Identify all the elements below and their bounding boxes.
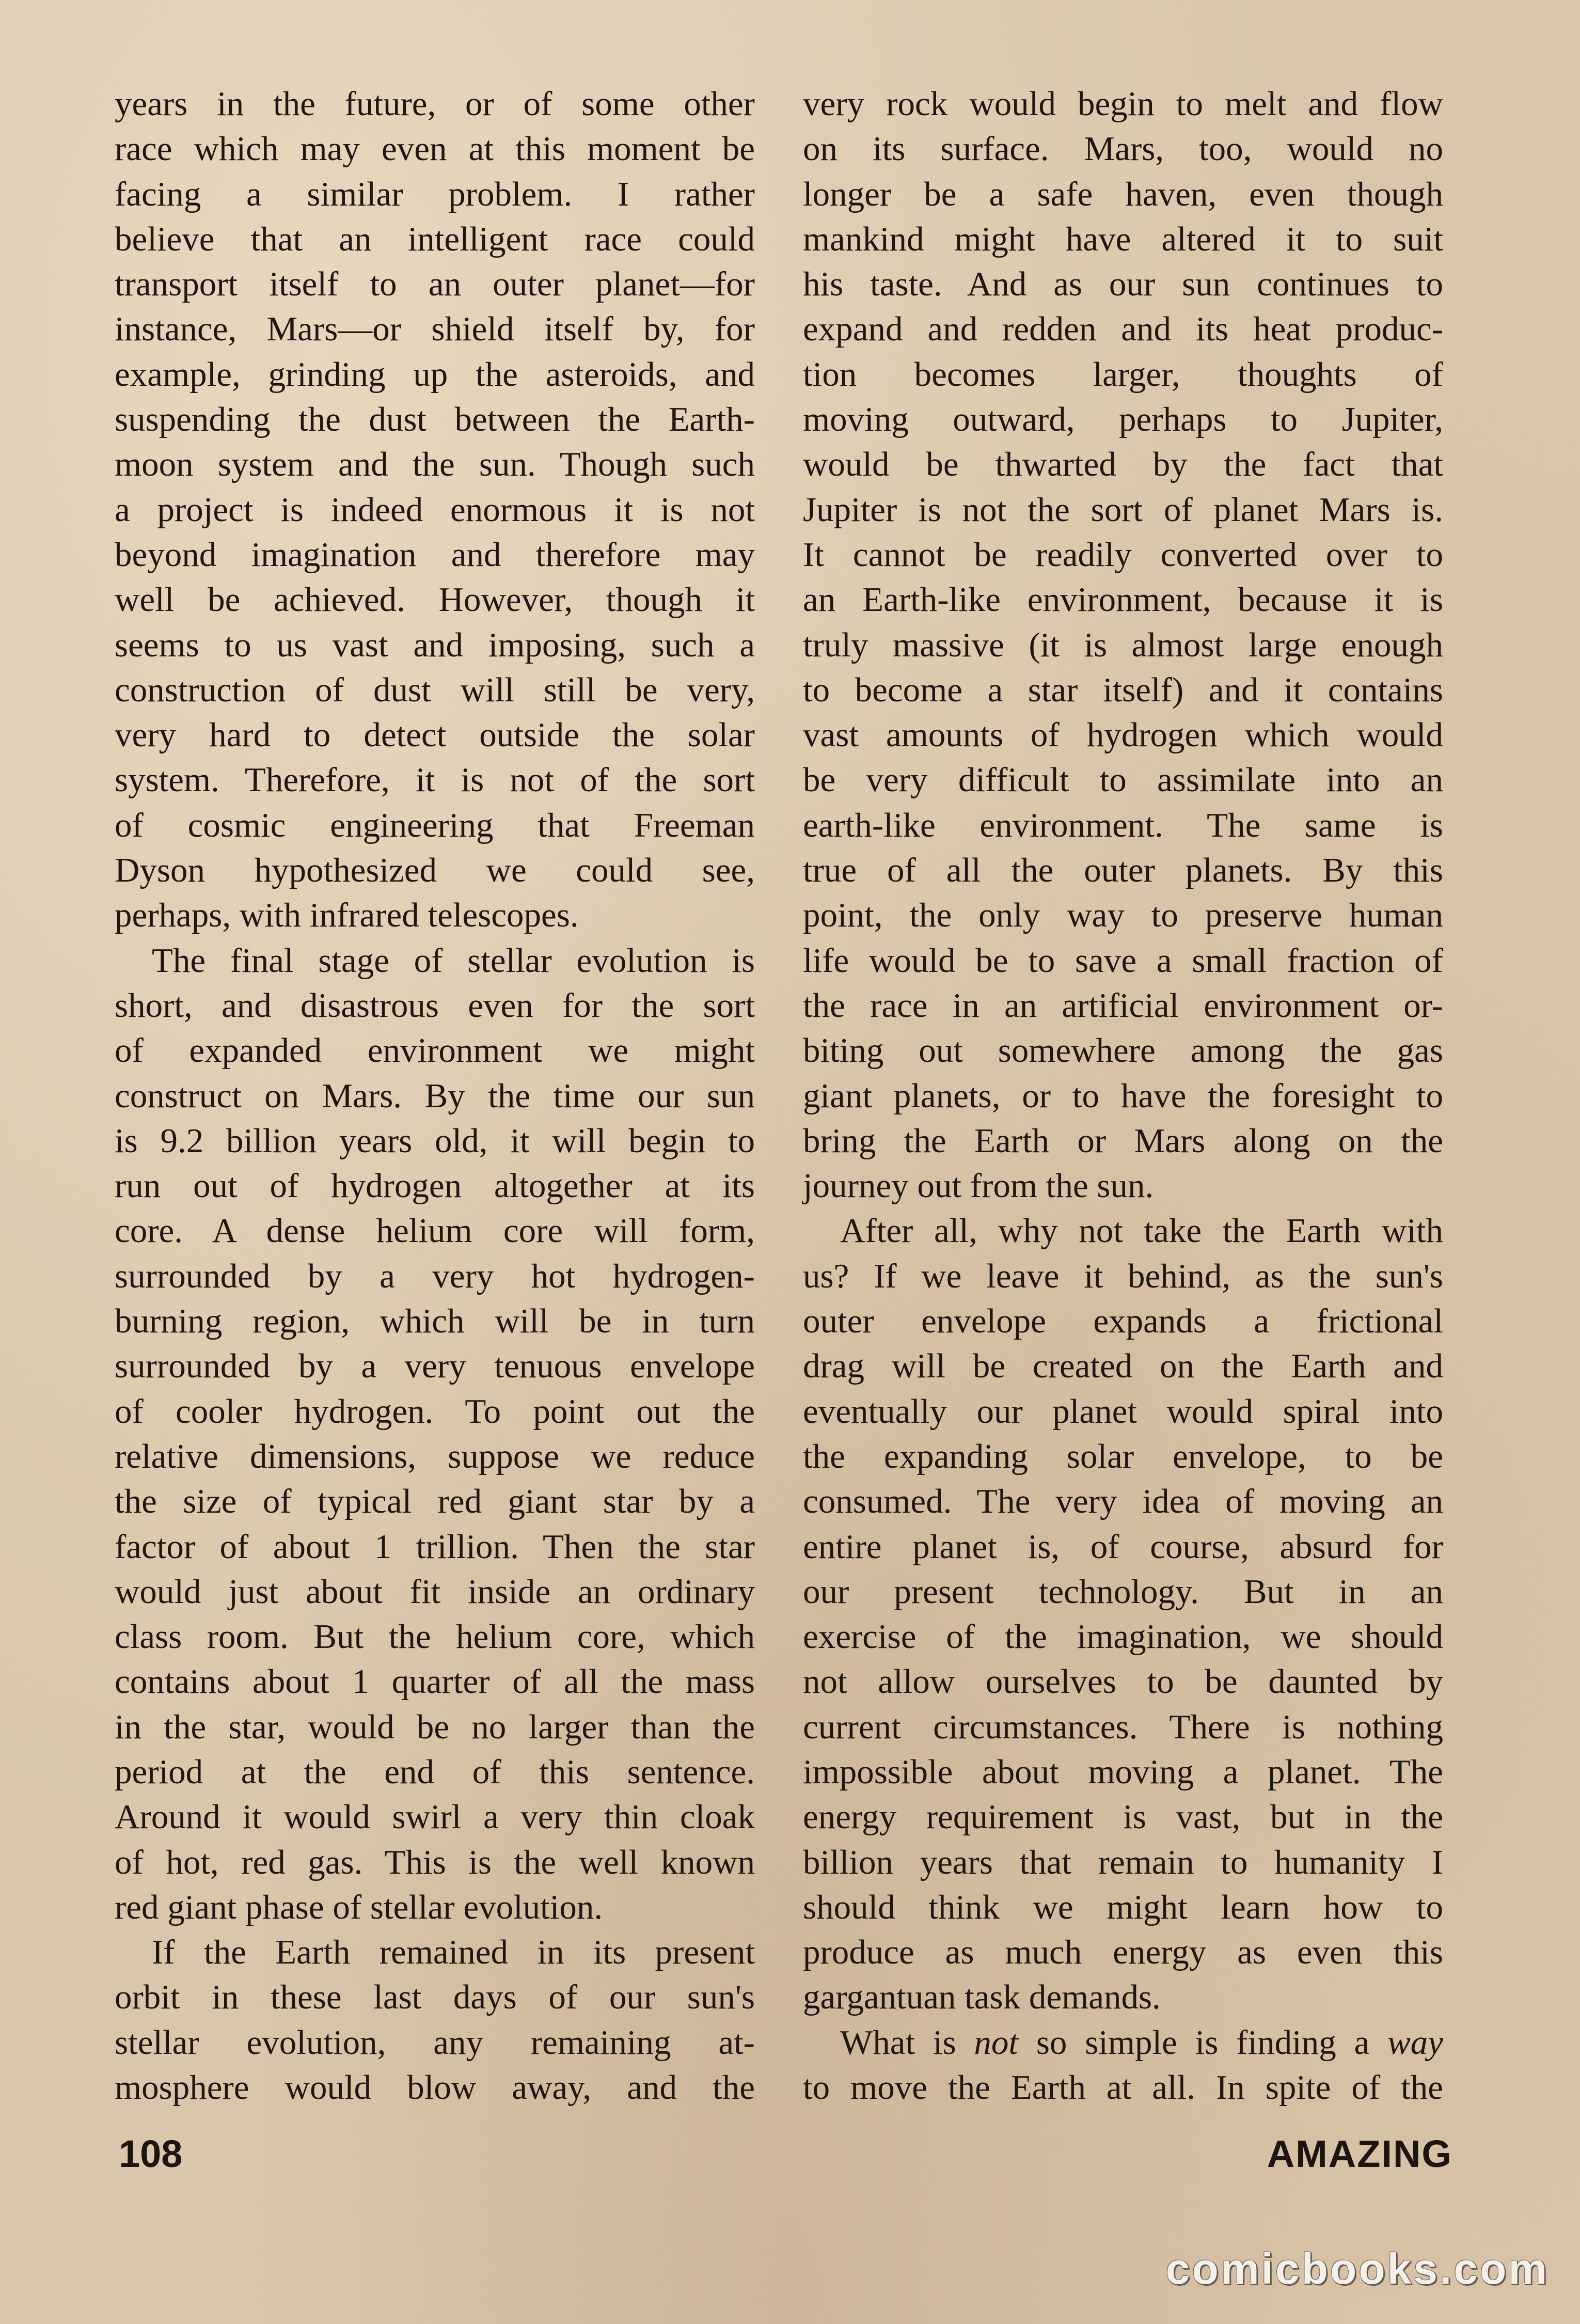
page-number: 108 bbox=[119, 2132, 183, 2175]
right-column-text-line: current circumstances. There is nothing bbox=[803, 1707, 1443, 1746]
right-column-text-line: After all, why not take the Earth with bbox=[840, 1212, 1443, 1250]
left-column-text-line: perhaps, with infrared telescopes. bbox=[115, 896, 579, 935]
site-watermark: comicbooks.com bbox=[1165, 2244, 1549, 2293]
right-column-text-line: produce as much energy as even this bbox=[803, 1933, 1443, 1972]
right-column-text-line: truly massive (it is almost large enough bbox=[803, 625, 1443, 664]
right-column-text-line: would be thwarted by the fact that bbox=[803, 445, 1443, 484]
right-column-text-line: earth-like environment. The same is bbox=[803, 806, 1443, 844]
left-column-text-line: the size of typical red giant star by a bbox=[115, 1482, 755, 1521]
left-column-text-line: would just about fit inside an ordinary bbox=[115, 1572, 755, 1611]
left-column-text-line: construct on Mars. By the time our sun bbox=[115, 1076, 755, 1115]
left-column-text-line: burning region, which will be in turn bbox=[115, 1302, 755, 1341]
right-text-column bbox=[803, 82, 1443, 2110]
left-column-text-line: period at the end of this sentence. bbox=[115, 1752, 755, 1791]
right-column-text-line: not allow ourselves to be daunted by bbox=[803, 1662, 1443, 1701]
left-column-text-line: example, grinding up the asteroids, and bbox=[115, 355, 755, 394]
right-column-text-line: on its surface. Mars, too, would no bbox=[803, 130, 1443, 168]
left-column-text-line: believe that an intelligent race could bbox=[115, 219, 755, 258]
left-column-text-line: suspending the dust between the Earth- bbox=[115, 400, 755, 439]
right-column-text-line: It cannot be readily converted over to bbox=[803, 535, 1443, 574]
right-column-text-line: to move the Earth at all. In spite of the bbox=[803, 2068, 1443, 2107]
right-column-text-line: his taste. And as our sun continues to bbox=[803, 265, 1443, 304]
left-column-text-line: transport itself to an outer planet—for bbox=[115, 265, 755, 304]
right-column-text-line: our present technology. But in an bbox=[803, 1572, 1443, 1611]
right-column-text-line: impossible about moving a planet. The bbox=[803, 1752, 1443, 1791]
left-column-text-line: Around it would swirl a very thin cloak bbox=[115, 1798, 755, 1836]
left-column-text-line: orbit in these last days of our sun's bbox=[115, 1978, 755, 2017]
left-column-text-line: relative dimensions, suppose we reduce bbox=[115, 1437, 755, 1475]
right-column-text-line: very rock would begin to melt and flow bbox=[803, 85, 1443, 123]
right-column-text-line: consumed. The very idea of moving an bbox=[803, 1482, 1443, 1521]
left-column-text-line: instance, Mars—or shield itself by, for bbox=[115, 310, 755, 349]
text-fragment: so simple is finding a bbox=[1018, 2023, 1388, 2062]
left-column-text-line: core. A dense helium core will form, bbox=[115, 1212, 755, 1250]
left-column-text-line: Dyson hypothesized we could see, bbox=[115, 851, 755, 890]
italic-word: not bbox=[974, 2023, 1019, 2062]
right-column-text-line: exercise of the imagination, we should bbox=[803, 1618, 1443, 1656]
right-column-text-line: tion becomes larger, thoughts of bbox=[803, 355, 1443, 394]
left-column-text-line: of cooler hydrogen. To point out the bbox=[115, 1392, 755, 1431]
right-column-text-line: moving outward, perhaps to Jupiter, bbox=[803, 400, 1443, 439]
left-column-text-line: a project is indeed enormous it is not bbox=[115, 490, 755, 529]
left-column-text-line: of hot, red gas. This is the well known bbox=[115, 1843, 755, 1881]
left-column-text-line: moon system and the sun. Though such bbox=[115, 445, 755, 484]
right-column-text-line: expand and redden and its heat produc- bbox=[803, 310, 1443, 349]
left-column-text-line: class room. But the helium core, which bbox=[115, 1618, 755, 1656]
left-column-text-line: run out of hydrogen altogether at its bbox=[115, 1167, 755, 1205]
left-column-text-line: factor of about 1 trillion. Then the star bbox=[115, 1527, 755, 1566]
right-column-text-line bbox=[803, 2020, 1443, 2065]
left-text-column bbox=[115, 82, 755, 2110]
left-column-text-line: facing a similar problem. I rather bbox=[115, 175, 755, 213]
right-column-text-line: the expanding solar envelope, to be bbox=[803, 1437, 1443, 1475]
magazine-title: AMAZING bbox=[1267, 2132, 1452, 2175]
left-column-text-line: surrounded by a very hot hydrogen- bbox=[115, 1257, 755, 1295]
left-column-text-line: mosphere would blow away, and the bbox=[115, 2068, 755, 2107]
right-column-text-line: true of all the outer planets. By this bbox=[803, 851, 1443, 890]
right-column-text-line: point, the only way to preserve human bbox=[803, 896, 1443, 935]
right-column-text-line: the race in an artificial environment or- bbox=[803, 986, 1443, 1025]
left-column-text-line: in the star, would be no larger than the bbox=[115, 1707, 755, 1746]
right-column-text-line: drag will be created on the Earth and bbox=[803, 1347, 1443, 1386]
right-column-text-line: longer be a safe haven, even though bbox=[803, 175, 1443, 213]
right-column-text-line: bring the Earth or Mars along on the bbox=[803, 1121, 1443, 1160]
right-column-text-line: mankind might have altered it to suit bbox=[803, 219, 1443, 258]
left-column-text-line: very hard to detect outside the solar bbox=[115, 716, 755, 755]
right-column-text-line: giant planets, or to have the foresight to bbox=[803, 1076, 1443, 1115]
right-column-text-line: biting out somewhere among the gas bbox=[803, 1031, 1443, 1070]
right-column-text-line: an Earth-like environment, because it is bbox=[803, 580, 1443, 619]
left-column-text-line: surrounded by a very tenuous envelope bbox=[115, 1347, 755, 1386]
right-column-text-line: journey out from the sun. bbox=[803, 1167, 1154, 1205]
left-column-text-line: contains about 1 quarter of all the mass bbox=[115, 1662, 755, 1701]
left-column-text-line: seems to us vast and imposing, such a bbox=[115, 625, 755, 664]
right-column-text-line: vast amounts of hydrogen which would bbox=[803, 716, 1443, 755]
left-column-text-line: stellar evolution, any remaining at- bbox=[115, 2023, 755, 2062]
text-fragment: What is bbox=[840, 2023, 974, 2062]
right-column-text-line: energy requirement is vast, but in the bbox=[803, 1798, 1443, 1836]
right-column-text-line: Jupiter is not the sort of planet Mars is. bbox=[803, 490, 1443, 529]
left-column-text-line: construction of dust will still be very, bbox=[115, 670, 755, 709]
left-column-text-line: years in the future, or of some other bbox=[115, 85, 755, 123]
right-column-text-line: gargantuan task demands. bbox=[803, 1978, 1161, 2017]
left-column-text-line: race which may even at this moment be bbox=[115, 130, 755, 168]
right-column-text-line: us? If we leave it behind, as the sun's bbox=[803, 1257, 1443, 1295]
italic-word: way bbox=[1387, 2023, 1444, 2062]
left-column-text-line: beyond imagination and therefore may bbox=[115, 535, 755, 574]
right-column-text-line: be very difficult to assimilate into an bbox=[803, 761, 1443, 799]
left-column-text-line: system. Therefore, it is not of the sort bbox=[115, 761, 755, 799]
right-column-text-line: outer envelope expands a frictional bbox=[803, 1302, 1443, 1341]
left-column-text-line: of cosmic engineering that Freeman bbox=[115, 806, 755, 844]
left-column-text-line: of expanded environment we might bbox=[115, 1031, 755, 1070]
left-column-text-line: red giant phase of stellar evolution. bbox=[115, 1888, 603, 1926]
left-column-text-line: The final stage of stellar evolution is bbox=[152, 941, 755, 980]
right-column-text-line: entire planet is, of course, absurd for bbox=[803, 1527, 1443, 1566]
right-column-text-line: billion years that remain to humanity I bbox=[803, 1843, 1443, 1881]
left-column-text-line: short, and disastrous even for the sort bbox=[115, 986, 755, 1025]
right-column-text-line: life would be to save a small fraction of bbox=[803, 941, 1443, 980]
left-column-text-line: is 9.2 billion years old, it will begin to bbox=[115, 1121, 755, 1160]
right-column-text-line: to become a star itself) and it contains bbox=[803, 670, 1443, 709]
right-column-text-line: eventually our planet would spiral into bbox=[803, 1392, 1443, 1431]
right-column-text-line: should think we might learn how to bbox=[803, 1888, 1443, 1926]
left-column-text-line: well be achieved. However, though it bbox=[115, 580, 755, 619]
left-column-text-line: If the Earth remained in its present bbox=[152, 1933, 755, 1972]
